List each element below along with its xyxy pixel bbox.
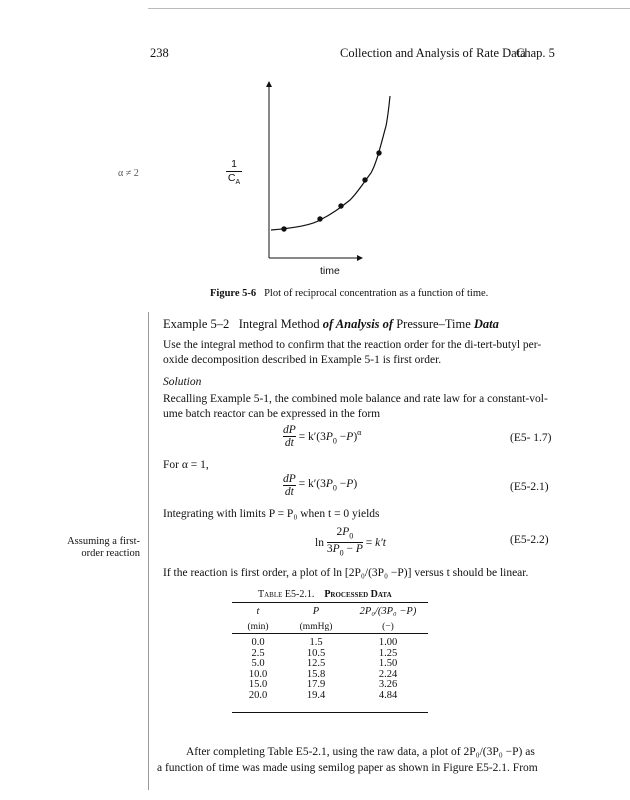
header-ratio: 2P₀/(3P₀ −P) xyxy=(359,606,417,617)
data-point xyxy=(317,216,322,221)
recall-line-1: Recalling Example 5-1, the combined mole balance and rate law for a constant-vol- xyxy=(163,393,548,405)
example-side-rule xyxy=(148,312,149,790)
chapter-label: Chap. 5 xyxy=(516,46,555,60)
for-alpha-text: For α = 1, xyxy=(163,459,209,471)
recall-line-2: ume batch reactor can be expressed in the form xyxy=(163,408,381,420)
table-header xyxy=(232,606,428,633)
table-top-rule xyxy=(232,602,428,603)
table-caption: Table E5-2.1. Processed Data xyxy=(258,589,392,600)
running-title: Collection and Analysis of Rate Data xyxy=(340,46,526,60)
page-number: 238 xyxy=(150,46,169,60)
linear-statement: If the reaction is first order, a plot of ln [2P₀/(3P₀ −P)] versus t should be linear. xyxy=(163,567,529,579)
data-point xyxy=(281,226,286,231)
closing-line-2: a function of time was made using semilog paper as shown in Figure E5-2.1. From xyxy=(157,762,538,774)
figure-caption: Figure 5-6 Plot of reciprocal concentration as a function of time. xyxy=(210,288,489,299)
example-intro-line-2: oxide decomposition described in Example 5-1 is first order. xyxy=(163,354,442,366)
figure-5-6-plot xyxy=(240,78,430,268)
margin-note-alpha: α ≠ 2 xyxy=(118,168,139,179)
example-title: Example 5–2 Integral Method of Analysis of Pressure–Time Data xyxy=(163,317,499,331)
x-axis-label: time xyxy=(320,265,340,277)
example-intro-line-1: Use the integral method to confirm that the reaction order for the di-tert-butyl per- xyxy=(163,339,542,351)
table-row: 15.0 17.9 3.26 xyxy=(248,679,398,690)
top-rule xyxy=(148,8,630,9)
solution-heading: Solution xyxy=(163,376,202,388)
header-p: P xyxy=(312,606,320,617)
unit-ratio: (−) xyxy=(382,622,394,632)
curve xyxy=(271,96,390,230)
equation-e5-2-2: ln $\frac{2P_0}{3P_0 - P}$ = k′t xyxy=(315,526,386,558)
table-row: 20.0 19.4 4.84 xyxy=(248,689,398,701)
header-t: t xyxy=(256,606,260,617)
table-row: 0.0 1.5 1.00 xyxy=(251,637,398,648)
data-point xyxy=(362,177,367,182)
table-bottom-rule xyxy=(232,712,428,713)
equation-label-e5-1-7: (E5- 1.7) xyxy=(510,432,552,444)
y-axis-label: 1 $C_A$ xyxy=(227,158,241,187)
processed-data-table xyxy=(232,638,428,701)
table-row: 5.0 12.5 1.50 xyxy=(251,658,398,669)
data-point xyxy=(376,150,381,155)
table-row: 10.0 15.8 2.24 xyxy=(248,668,398,680)
equation-e5-2-1: $\frac{dP}{dt}$ = $k'(3P_0 -P)$ xyxy=(283,473,358,498)
margin-note-first-order: Assuming a first-order reaction xyxy=(67,536,140,559)
table-row: 2.5 10.5 1.25 xyxy=(251,647,398,659)
integrating-line: Integrating with limits P = P₀ when t = 0 yields xyxy=(163,508,380,520)
unit-p: (mmHg) xyxy=(299,622,333,632)
data-point xyxy=(338,203,343,208)
equation-e5-1-7: $\frac{dP}{dt}$ = $k'(3P_0 -P)^\alpha$ xyxy=(283,424,362,449)
equation-label-e5-2-2: (E5-2.2) xyxy=(510,534,549,546)
equation-label-e5-2-1: (E5-2.1) xyxy=(510,481,549,493)
closing-line-1: After completing Table E5-2.1, using the raw data, a plot of 2P₀/(3P₀ −P) as xyxy=(186,746,535,758)
table-header-rule xyxy=(232,633,428,634)
unit-t: (min) xyxy=(247,622,269,632)
